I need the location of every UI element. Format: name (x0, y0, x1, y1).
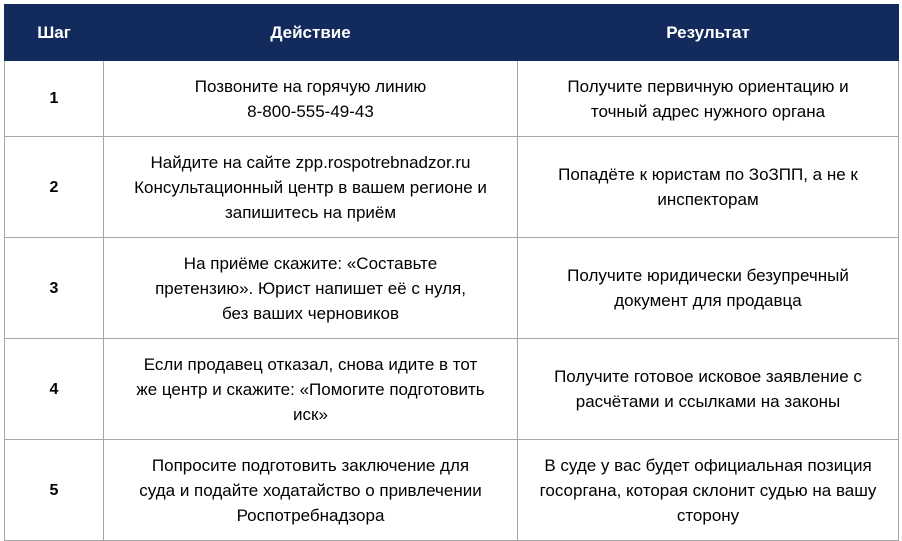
step-number: 4 (5, 339, 104, 440)
result-cell: Попадёте к юристам по ЗоЗПП, а не к инспекторам (518, 137, 899, 238)
table-row (5, 238, 899, 339)
step-number: 2 (5, 137, 104, 238)
action-cell: Если продавец отказал, снова идите в тот же центр и скажите: «Помогите подготовить иск» (104, 339, 518, 440)
step-number: 1 (5, 61, 104, 137)
result-cell: Получите первичную ориентацию и точный адрес нужного органа (518, 61, 899, 137)
result-cell: Получите юридически безупречный документ для продавца (518, 238, 899, 339)
table-body (5, 61, 899, 541)
header-result: Результат (518, 5, 899, 61)
result-cell: В суде у вас будет официальная позиция госоргана, которая склонит судью на вашу сторону (518, 440, 899, 541)
action-cell: Позвоните на горячую линию 8-800-555-49-43 (104, 61, 518, 137)
table-header (5, 5, 899, 61)
steps-table (4, 4, 899, 541)
step-number: 5 (5, 440, 104, 541)
step-number: 3 (5, 238, 104, 339)
header-action: Действие (104, 5, 518, 61)
steps-table-container (4, 4, 898, 538)
action-cell: Найдите на сайте zpp.rospotrebnadzor.ru Консультационный центр в вашем регионе и запишитесь на приём (104, 137, 518, 238)
table-row (5, 339, 899, 440)
table-row (5, 440, 899, 541)
table-row (5, 137, 899, 238)
header-step: Шаг (5, 5, 104, 61)
result-cell: Получите готовое исковое заявление с расчётами и ссылками на законы (518, 339, 899, 440)
table-row (5, 61, 899, 137)
header-row (5, 5, 899, 61)
action-cell: На приёме скажите: «Составьте претензию». Юрист напишет её с нуля, без ваших черновиков (104, 238, 518, 339)
action-cell: Попросите подготовить заключение для суда и подайте ходатайство о привлечении Роспотребнадзора (104, 440, 518, 541)
